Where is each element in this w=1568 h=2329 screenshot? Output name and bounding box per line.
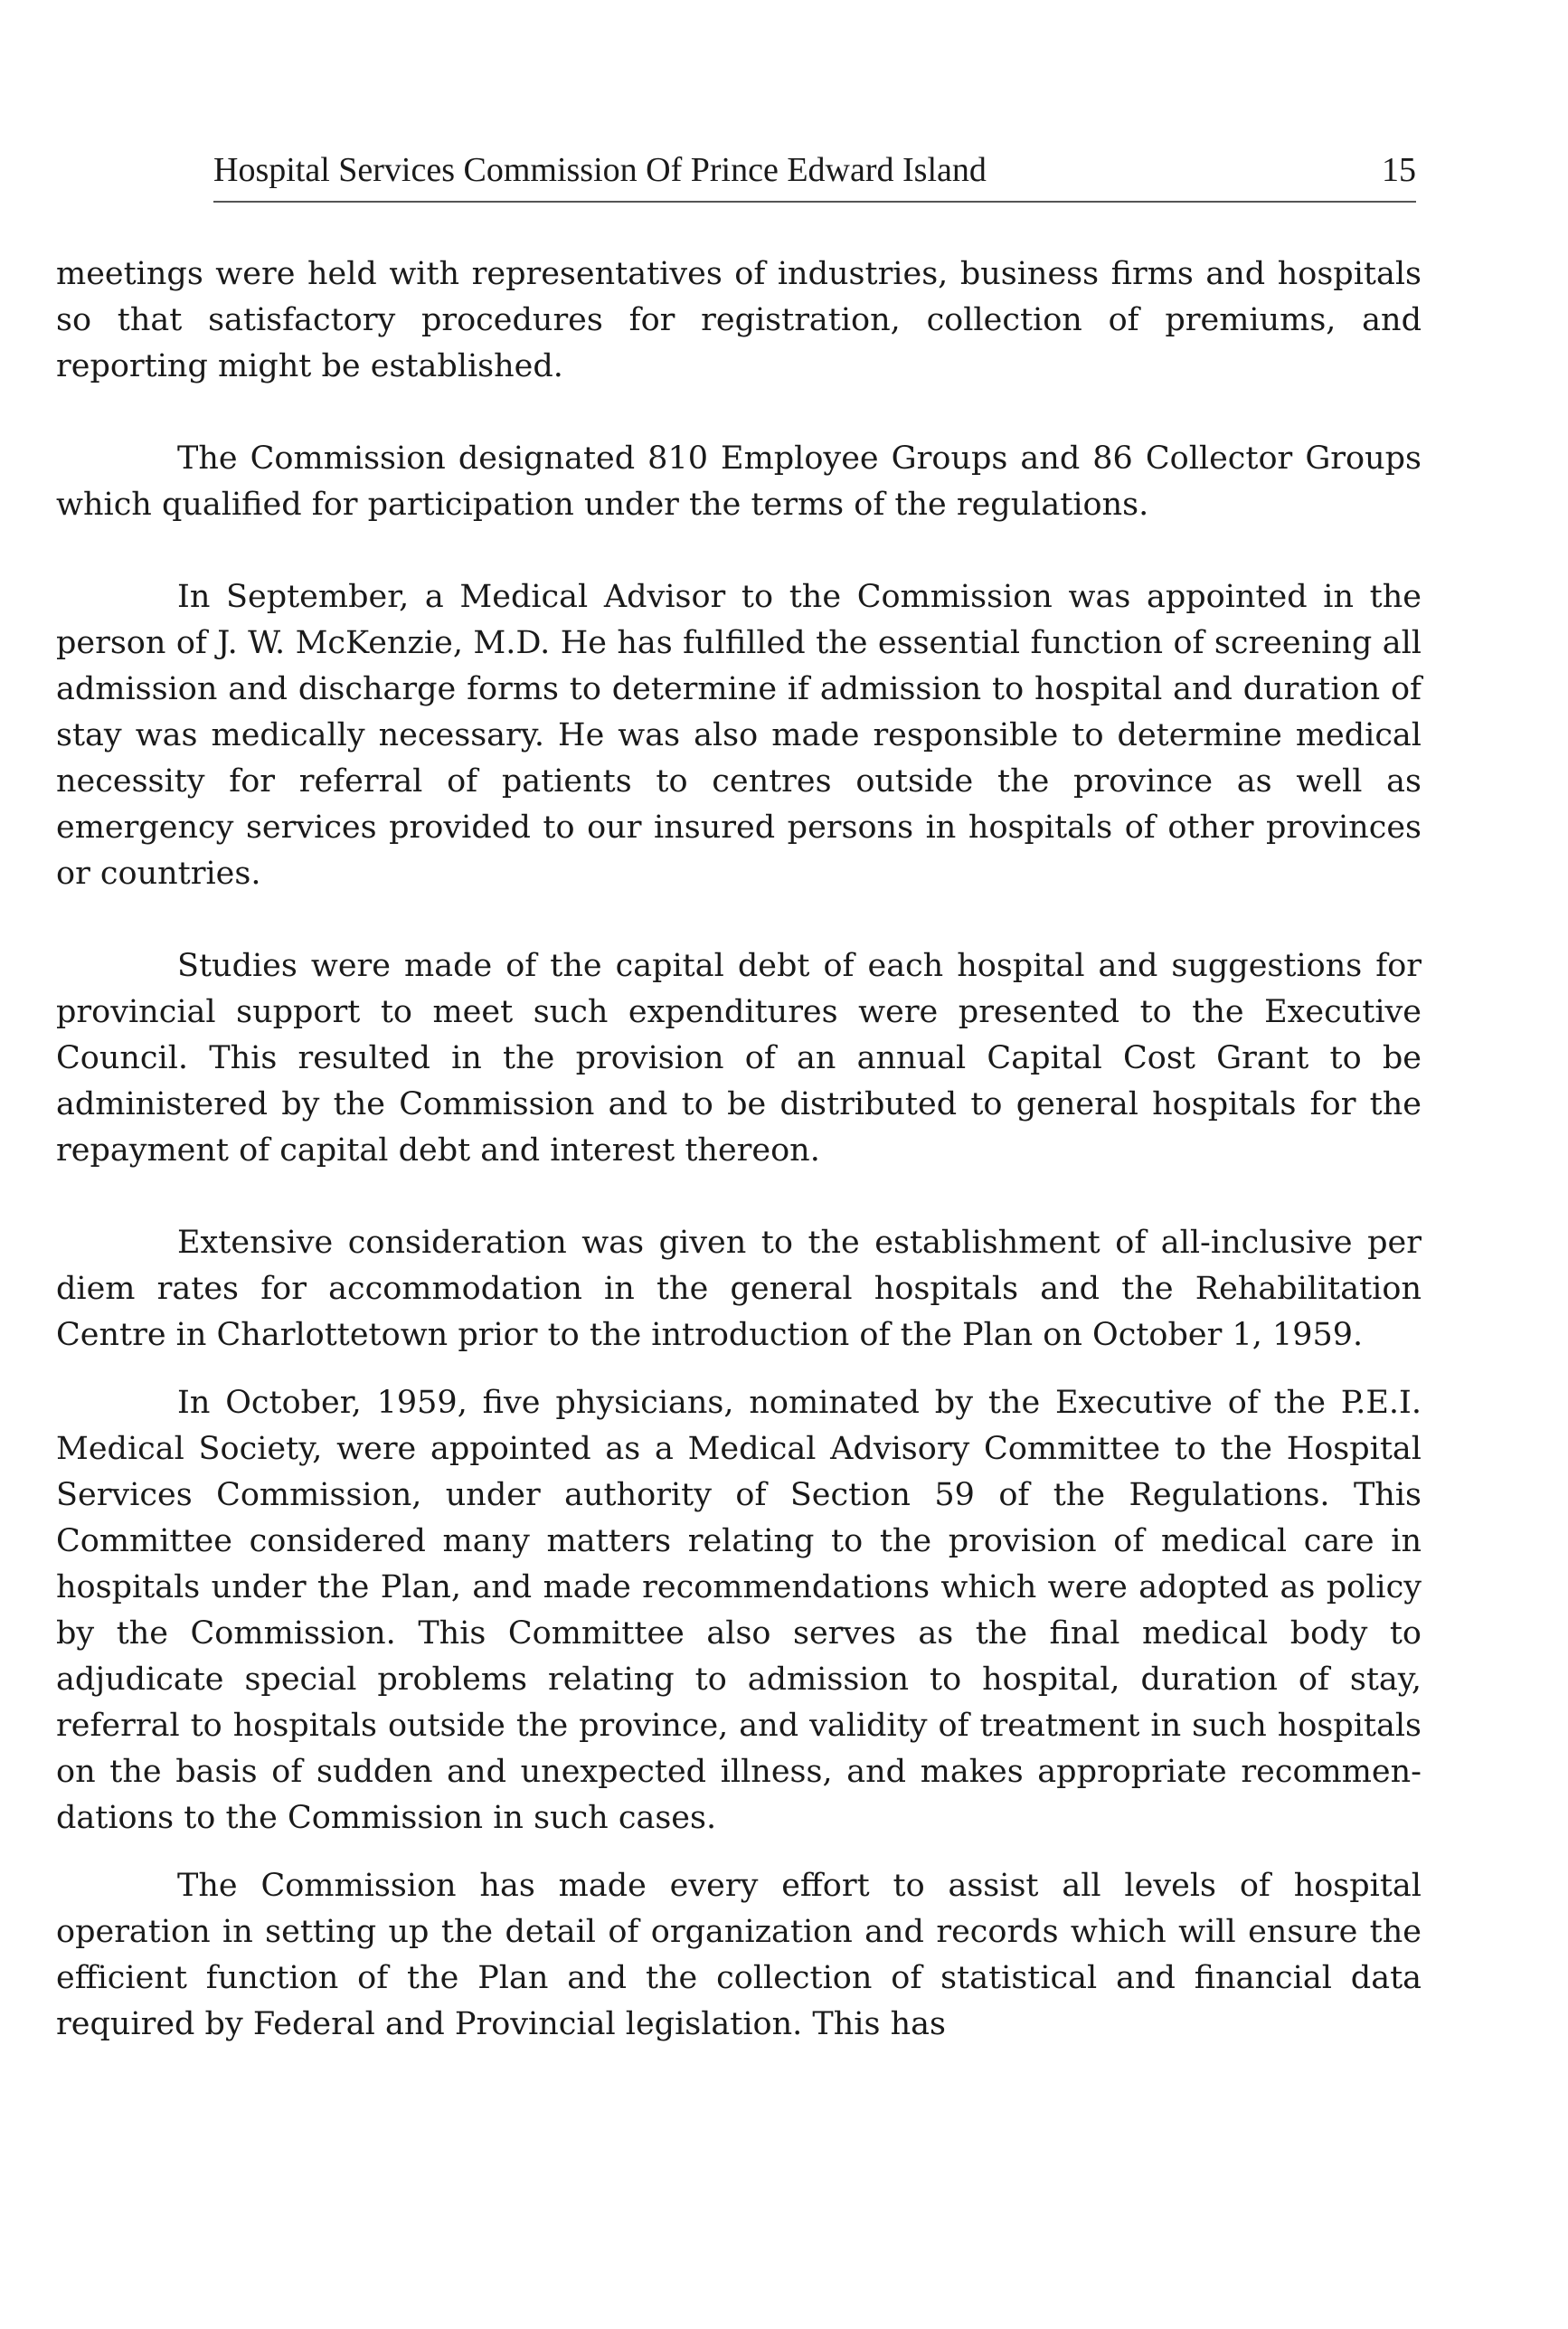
paragraph-gap <box>56 390 1422 436</box>
running-header <box>213 145 1416 195</box>
paragraph-gap <box>56 1359 1422 1380</box>
paragraph-gap <box>56 897 1422 943</box>
paragraph-employee-groups: The Commission designated 810 Employee Groups and 86 Collector Groups which qualified for participation under the terms of the regulations. <box>56 440 1422 523</box>
paragraph-gap <box>56 1174 1422 1220</box>
paragraph-gap <box>56 1841 1422 1863</box>
header-rule <box>213 201 1416 203</box>
body-text <box>56 251 1422 2048</box>
paragraph-gap <box>56 528 1422 574</box>
paragraph-records-organization: The Commission has made every effort to assist all levels of hospital operation in setting up the detail of organization and records which will ensure the efficient function of the Plan and the collection of statistical and financial data required by Federal and Provincial legislation. This has <box>56 1868 1422 2042</box>
page-number: 15 <box>1382 151 1416 189</box>
paragraph-capital-debt: Studies were made of the capital debt of each hospital and suggestions for provincial support to meet such expenditures were presented to the Executive Council. This resulted in the provision of an annual Capital Cost Grant to be administered by the Commission and to be distributed to general hospitals for the repayment of capital debt and interest thereon. <box>56 948 1422 1169</box>
paragraph-per-diem-rates: Extensive consideration was given to the establishment of all-inclusive per diem rates for accommodation in the general hospitals and the Rehabilitation Centre in Charlottetown prior to the introduction of the Plan on October 1, 1959. <box>56 1225 1422 1353</box>
paragraph-medical-advisor: In September, a Medical Advisor to the Commission was appointed in the person of J. W. McKenzie, M.D. He has fulfilled the essential function of screening all admission and discharge forms to determine if admission to hospital and duration of stay was medically necessary. He was also made responsible to determine medical necessity for referral of patients to centres outside the province as well as emergency services provided to our insured persons in hospitals of other provinces or countries. <box>56 579 1422 892</box>
paragraph-continued: meetings were held with representatives of industries, business firms and hospitals so that satisfactory procedures for registration, collection of premiums, and reporting might be established. <box>56 256 1422 384</box>
paragraph-medical-advisory-committee: In October, 1959, five physicians, nominated by the Executive of the P.E.I. Medical Society, were appointed as a Medical Advisory Committee to the Hospital Services Commission, under authority of Section 59 of the Regulations. This Committee considered many matters relating to the provision of medical care in hospitals under the Plan, and made recommendations which were adopted as policy by the Commission. This Committee also serves as the final medical body to adjudicate special problems relating to admission to hospital, duration of stay, referral to hospitals outside the province, and validity of treatment in such hospitals on the basis of sudden and unexpected illness, and makes appropriate recommendations to the Commission in such cases. <box>56 1385 1422 1836</box>
running-header-title: Hospital Services Commission Of Prince Edward Island <box>213 151 987 189</box>
